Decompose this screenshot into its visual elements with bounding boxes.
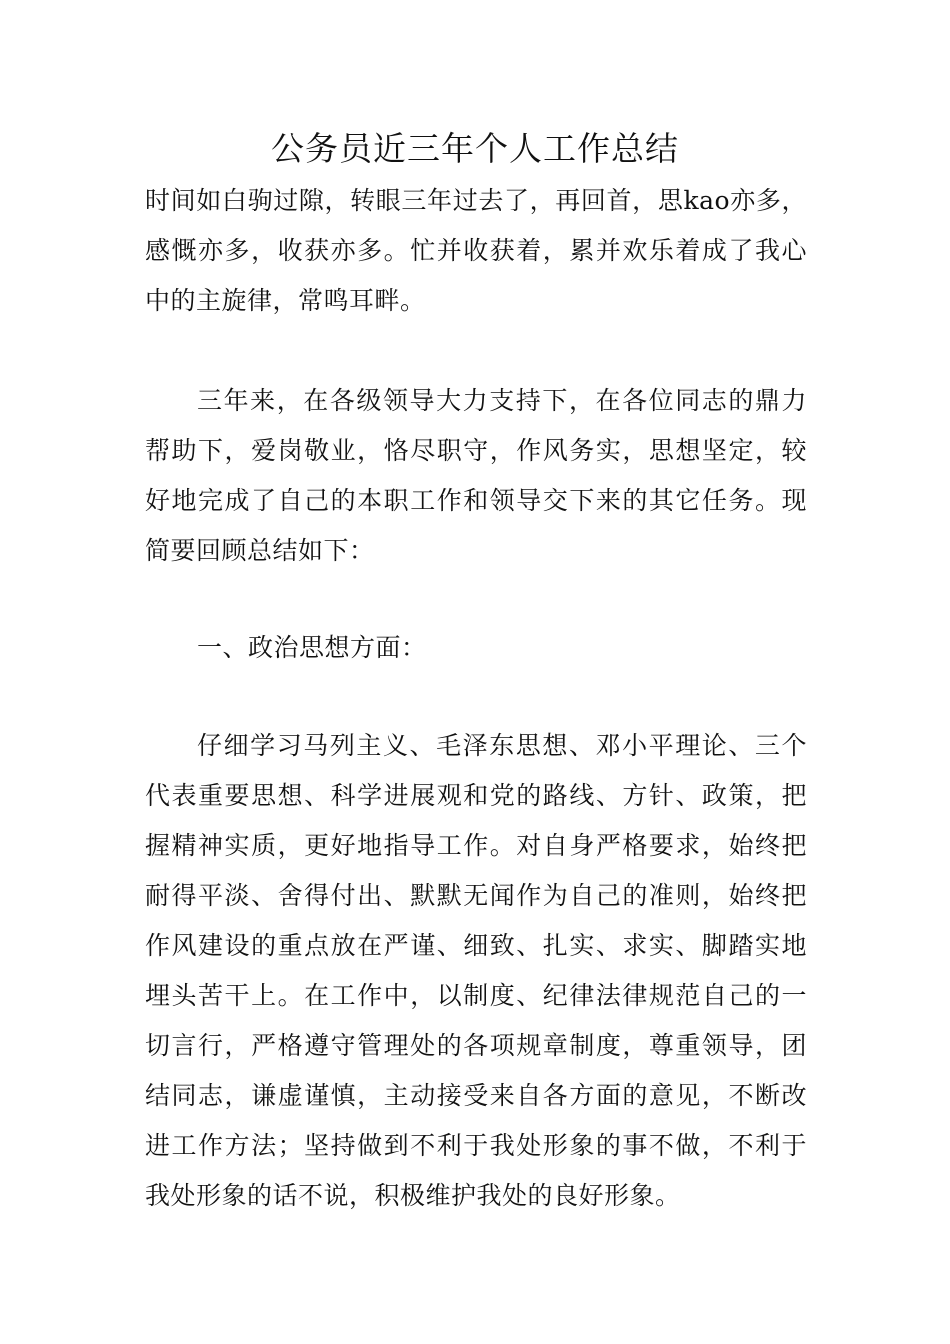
paragraph-political-detail: 仔细学习马列主义、毛泽东思想、邓小平理论、三个代表重要思想、科学进展观和党的路线、方针、政策，把握精神实质，更好地指导工作。对自身严格要求，始终把耐得平淡、舍得付出、默默无闻作为自己的准则，始终把作风建设的重点放在严谨、细致、扎实、求实、脚踏实地埋头苦干上。在工作中，以制度、纪律法律规范自己的一切言行，严格遵守管理处的各项规章制度，尊重领导，团结同志，谦虚谨慎，主动接受来自各方面的意见，不断改进工作方法；坚持做到不利于我处形象的事不做，不利于我处形象的话不说，积极维护我处的良好形象。 (145, 731, 807, 1210)
document-title: 公务员近三年个人工作总结 (271, 129, 679, 168)
paragraph-intro: 时间如白驹过隙，转眼三年过去了，再回首，思kao亦多，感慨亦多，收获亦多。忙并收获着，累并欢乐着成了我心中的主旋律，常鸣耳畔。 (145, 186, 807, 315)
paragraph-overview: 三年来，在各级领导大力支持下，在各位同志的鼎力帮助下，爱岗敬业，恪尽职守，作风务实，思想坚定，较好地完成了自己的本职工作和领导交下来的其它任务。现简要回顾总结如下： (145, 386, 807, 565)
section-heading-political: 一、政治思想方面： (197, 633, 427, 662)
